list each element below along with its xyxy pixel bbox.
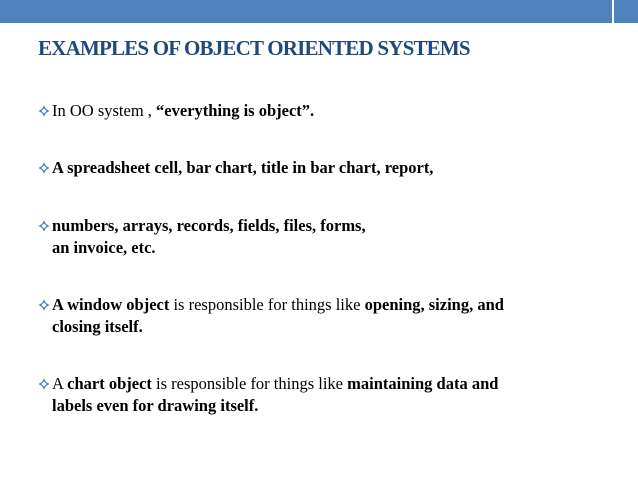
bullet-4-line2: closing itself. — [52, 317, 143, 336]
top-accent-bar-end — [614, 0, 638, 23]
bullet-3-line1: numbers, arrays, records, fields, files, forms, — [52, 216, 366, 235]
bullet-4-bold-a: A window object — [52, 295, 170, 314]
slide-title: EXAMPLES OF OBJECT ORIENTED SYSTEMS — [38, 36, 470, 60]
bullet-5-bold-a: chart object — [67, 374, 152, 393]
diamond-bullet-icon — [38, 220, 50, 232]
diamond-bullet-icon — [38, 378, 50, 390]
bullet-1-bold: “everything is object”. — [156, 101, 315, 120]
bullet-1-text: In OO system , — [52, 101, 157, 120]
bullet-2-bold: A spreadsheet cell, bar chart, title in bar chart, report, — [52, 158, 434, 177]
bullet-item-4 — [38, 294, 504, 338]
bullet-5-text-a: A — [52, 374, 68, 393]
bullet-4-bold-b: opening, sizing, and — [364, 295, 504, 314]
diamond-bullet-icon — [38, 162, 50, 174]
bullet-5-text-b: is responsible for things like — [151, 374, 348, 393]
bullet-item-5 — [38, 373, 498, 417]
bullet-item-1 — [38, 100, 314, 122]
bullet-item-3 — [38, 215, 366, 259]
diamond-bullet-icon — [38, 299, 50, 311]
bullet-item-2 — [38, 157, 433, 179]
bullet-5-line2: labels even for drawing itself. — [52, 396, 259, 415]
top-accent-bar — [0, 0, 612, 23]
bullet-4-text: is responsible for things like — [169, 295, 365, 314]
diamond-bullet-icon — [38, 105, 50, 117]
bullet-5-bold-b: maintaining data and — [347, 374, 499, 393]
bullet-3-line2: an invoice, etc. — [52, 238, 156, 257]
